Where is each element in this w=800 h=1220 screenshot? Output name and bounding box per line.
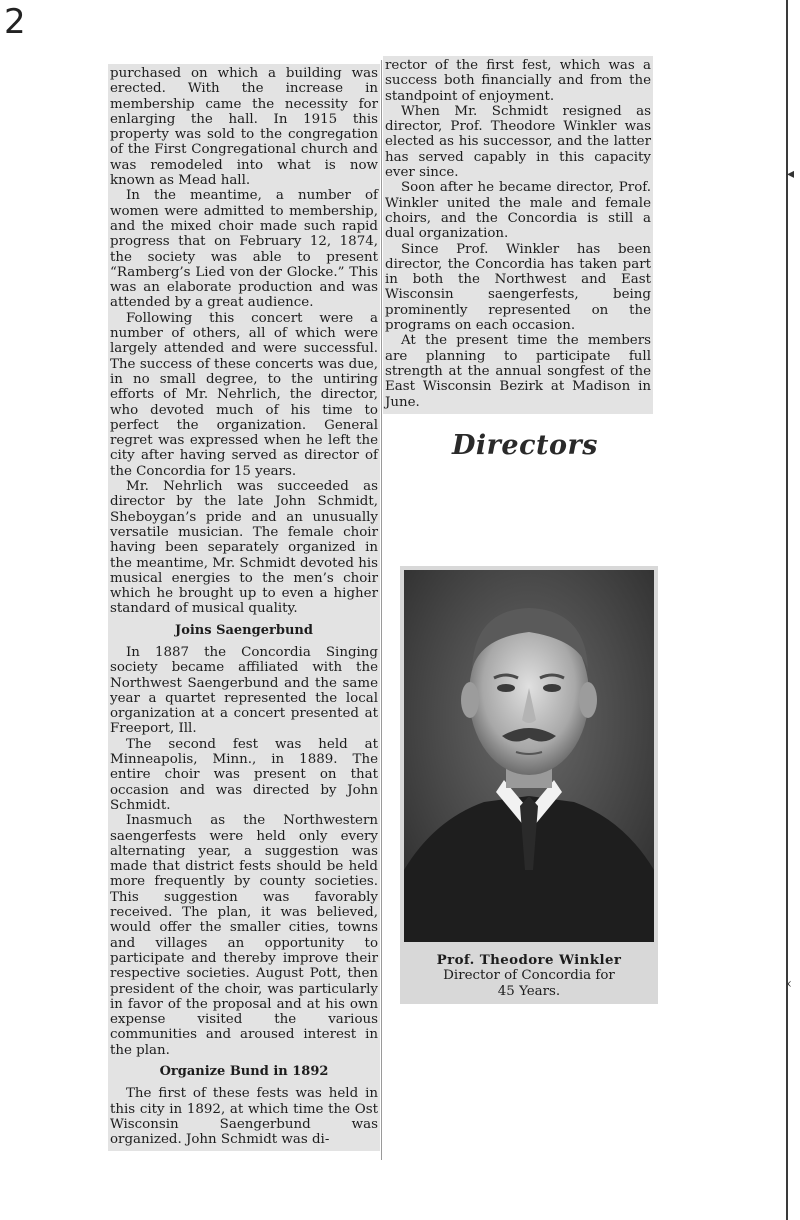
column-divider bbox=[381, 60, 382, 1160]
paragraph: At the present time the members are planning to participate full strength at the annual songfest of the East Wisconsin Bezirk at Madison in June. bbox=[385, 333, 651, 410]
paragraph: Mr. Nehrlich was succeeded as director by the late John Schmidt, Sheboygan’s pride and an unusually versatile musician. The female choir having been separately organized in the meantime, Mr. Schmidt devoted his musical energies to the men’s choir which he brought up to even a higher standard of musical quality. bbox=[110, 479, 378, 617]
paragraph: The second fest was held at Minneapolis, Minn., in 1889. The entire choir was present on that occasion and was directed by John Schmidt. bbox=[110, 736, 378, 813]
margin-mark-icon: ‹ bbox=[786, 976, 792, 992]
left-article-column bbox=[108, 64, 380, 1151]
paragraph: Since Prof. Winkler has been director, the Concordia has taken part in both the Northwest and East Wisconsin saengerfests, being prominently represented on the programs on each occasion. bbox=[385, 241, 651, 334]
portrait-clipping bbox=[400, 566, 658, 1004]
paragraph: In 1887 the Concordia Singing society became affiliated with the Northwest Saengerbund and the same year a quartet represented the local organization at a concert presented at Freeport, Ill. bbox=[110, 644, 378, 737]
paragraph: Inasmuch as the Northwestern saengerfests were held only every alternating year, a suggestion was made that district fests should be held more frequently by county societies. This suggestion was favorably received. The plan, it was believed, would offer the smaller cities, towns and villages an opportunity to participate and thereby improve their respective societies. August Pott, then president of the choir, was particularly in favor of the proposal and at his own expense visited the various communities and aroused interest in the plan. bbox=[110, 813, 378, 1058]
caption-line: 45 Years. bbox=[497, 984, 561, 999]
section-title-directors: Directors bbox=[452, 430, 598, 461]
portrait-photo bbox=[404, 570, 654, 942]
paragraph: rector of the first fest, which was a success both financially and from the standpoint of enjoyment. bbox=[385, 58, 651, 104]
handwritten-page-number: 2 bbox=[4, 2, 26, 42]
paragraph: The first of these fests was held in this city in 1892, at which time the Ost Wisconsin Saengerbund was organized. John Schmidt was di- bbox=[110, 1086, 378, 1148]
paragraph: In the meantime, a number of women were admitted to membership, and the mixed choir made such rapid progress that on February 12, 1874, the society was able to present “Ramberg’s Lied von der Glocke.” This was an elaborate production and was attended by a great audience. bbox=[110, 188, 378, 311]
right-article-column bbox=[383, 56, 653, 414]
paragraph: When Mr. Schmidt resigned as director, Prof. Theodore Winkler was elected as his successor, and the latter has served capably in this capacity ever since. bbox=[385, 103, 651, 181]
subheading-organize-bund: Organize Bund in 1892 bbox=[159, 1064, 329, 1079]
margin-mark-icon: ◂ bbox=[786, 166, 794, 182]
paragraph: purchased on which a building was erected. With the increase in membership came the necessity for enlarging the hall. In 1915 this property was sold to the congregation of the First Congregational church and was remodeled into what is now known as Mead hall. bbox=[110, 66, 378, 189]
page-edge-rule bbox=[786, 0, 788, 1220]
caption-line: Director of Concordia for bbox=[443, 968, 615, 983]
caption-name: Prof. Theodore Winkler bbox=[436, 952, 622, 968]
subheading-joins-saengerbund: Joins Saengerbund bbox=[175, 622, 313, 638]
paragraph: Soon after he became director, Prof. Winkler united the male and female choirs, and the Concordia is still a dual organization. bbox=[385, 180, 651, 242]
photo-caption bbox=[400, 952, 658, 1000]
paragraph: Following this concert were a number of others, all of which were largely attended and were successful. The success of these concerts was due, in no small degree, to the untiring efforts of Mr. Nehrlich, the director, who devoted much of his time to perfect the organization. General regret was expressed when he left the city after having served as director of the Concordia for 15 years. bbox=[110, 310, 378, 479]
faded-header-scribble bbox=[340, 20, 490, 38]
